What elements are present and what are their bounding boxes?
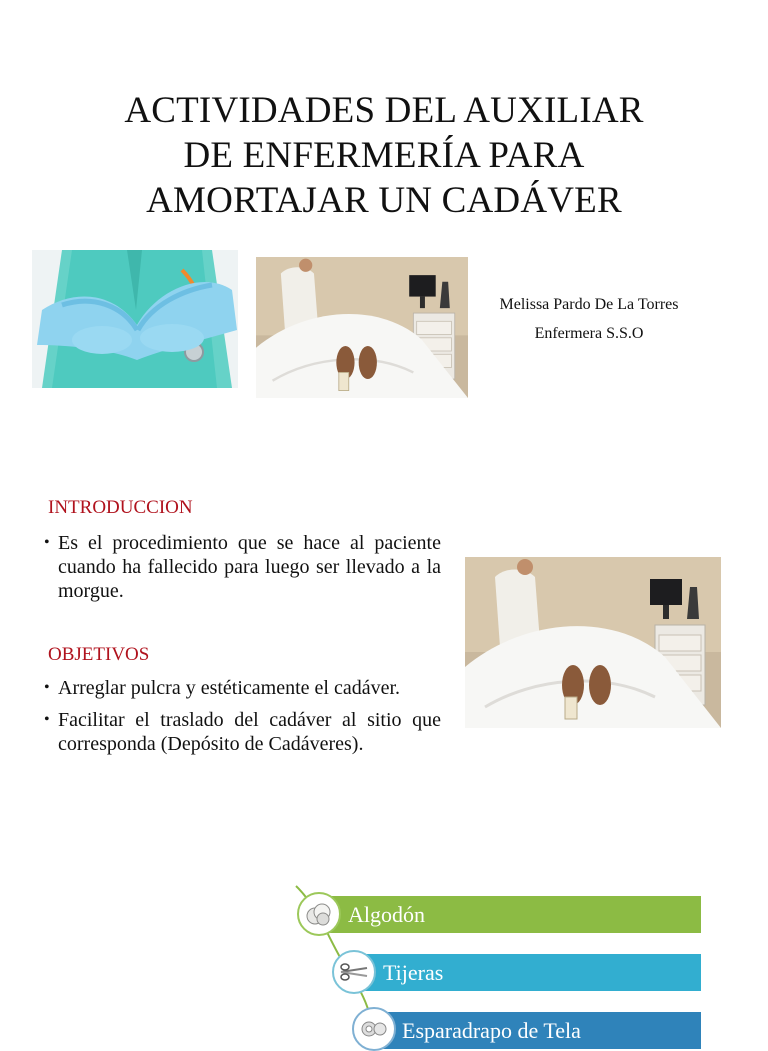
slide-title [60,88,708,223]
bullet-dot: • [44,711,50,728]
objectives-heading: OBJETIVOS [48,644,150,665]
objective-text: Arreglar pulcra y estéticamente el cadáver. [58,677,401,699]
morgue-bed-photo [256,257,468,398]
gloved-hands-heart-photo [32,250,238,388]
scissors-icon [332,950,376,994]
title-line-1: ACTIVIDADES DEL AUXILIAR [124,90,644,131]
intro-bullet [44,531,441,603]
bullet-dot: • [44,679,50,696]
cotton-icon [297,892,341,936]
supply-item-bar: Algodón [320,896,701,933]
objective-text: Facilitar el traslado del cadáver al sitio que corresponda (Depósito de Cadáveres). [58,709,441,755]
title-line-2: DE ENFERMERÍA PARA [183,135,585,176]
author-name: Melissa Pardo De La Torres [499,296,679,313]
intro-text: Es el procedimiento que se hace al paciente cuando ha fallecido para luego ser llevado a la morgue. [58,532,441,602]
bullet-dot: • [44,534,50,551]
title-line-3: AMORTAJAR UN CADÁVER [146,180,622,221]
author-role: Enfermera S.S.O [534,325,644,342]
objective-bullet [44,676,441,700]
objective-bullet [44,708,441,756]
supply-item-bar: Esparadrapo de Tela [378,1012,701,1049]
intro-heading: INTRODUCCION [48,497,193,518]
morgue-bed-photo [465,557,721,728]
tape-icon [352,1007,396,1051]
supply-item-bar: Tijeras [357,954,701,991]
